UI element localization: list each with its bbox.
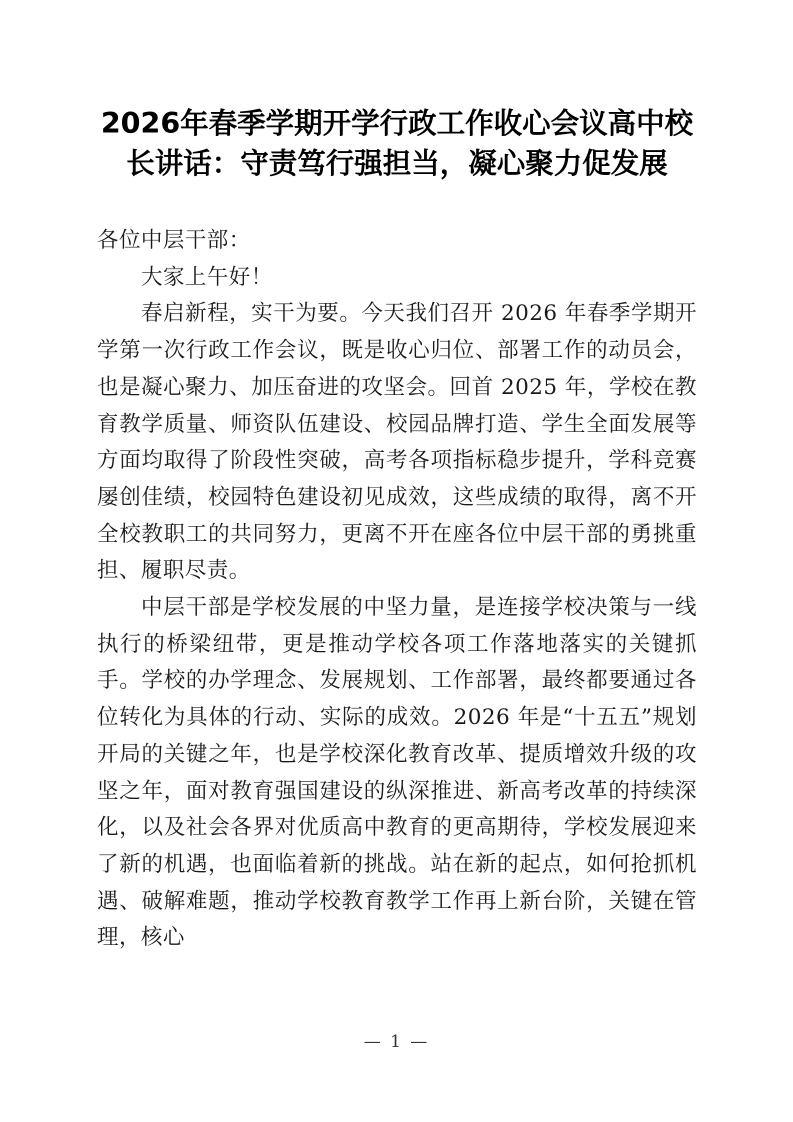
body-paragraph-1: 春启新程，实干为要。今天我们召开 2026 年春季学期开学第一次行政工作会议，既是收心归位、部署工作的动员会，也是凝心聚力、加压奋进的攻坚会。回首 2025 年，学校在教育教学质量、师资队伍建设、校园品牌打造、学生全面发展等方面均取得了阶段性突破，高考各项指标稳步提升，学科竞赛屡创佳绩，校园特色建设初见成效，这些成绩的取得，离不开全校教职工的共同努力，更离不开在座各位中层干部的勇挑重担、履职尽责。 (97, 301, 697, 584)
salutation-line: 各位中层干部： (97, 228, 251, 253)
document-body (97, 223, 697, 957)
body-paragraph-2: 中层干部是学校发展的中坚力量，是连接学校决策与一线执行的桥梁纽带，更是推动学校各项工作落地落实的关键抓手。学校的办学理念、发展规划、工作部署，最终都要通过各位转化为具体的行动、实际的成效。2026 年是“十五五”规划开局的关键之年，也是学校深化教育改革、提质增效升级的攻坚之年，面对教育强国建设的纵深推进、新高考改革的持续深化，以及社会各界对优质高中教育的更高期待，学校发展迎来了新的机遇，也面临着新的挑战。站在新的起点，如何抢抓机遇、破解难题，推动学校教育教学工作再上新台阶，关键在管理，核心 (97, 595, 697, 951)
greeting-line: 大家上午好！ (141, 264, 273, 290)
page-content (97, 0, 697, 957)
page-number-footer: — 1 — (363, 1032, 430, 1052)
page-title: 2026年春季学期开学行政工作收心会议高中校长讲话：守责笃行强担当，凝心聚力促发展 (100, 107, 694, 180)
